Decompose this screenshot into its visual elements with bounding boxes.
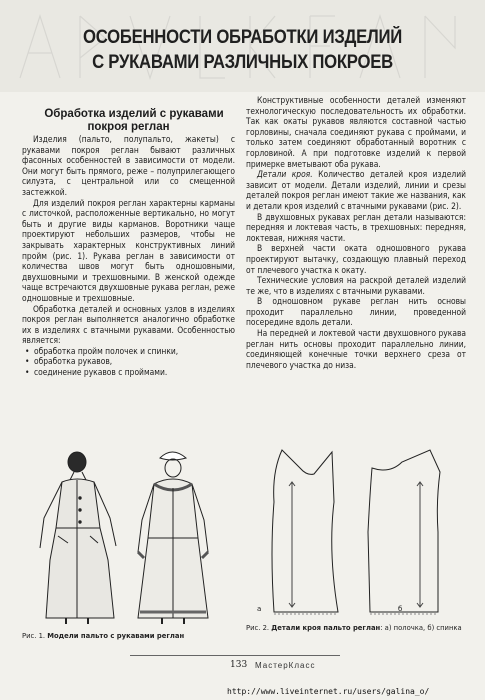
right-paragraph-7: На передней и локтевой части двухшовного рукава реглан нить основы проходит параллельно линии, соединяющей конечные точки верхнего среза от плечевого участка до низа. bbox=[246, 328, 466, 370]
caption-title: Детали кроя пальто реглан bbox=[271, 624, 381, 632]
caption-title: Модели пальто с рукавами реглан bbox=[47, 632, 185, 640]
left-paragraph-3: Обработка деталей и основных узлов в изделиях покроя реглан выполняется аналогично обработке их в изделиях с втачными рукавами. Особенностью является: bbox=[22, 303, 235, 346]
features-list bbox=[22, 346, 235, 378]
page-title-line-1: ОСОБЕННОСТИ ОБРАБОТКИ ИЗДЕЛИЙ bbox=[82, 27, 403, 48]
piece-label-a: а bbox=[257, 605, 262, 613]
right-column bbox=[246, 95, 466, 370]
list-item: • соединение рукавов с проймами. bbox=[34, 367, 235, 378]
figure-1-caption bbox=[22, 632, 237, 641]
left-column bbox=[22, 108, 235, 378]
right-paragraph-4: В верхней части оката одношовного рукава проектируют вытачку, создающую плавный переход от плечевого участка к окату. bbox=[246, 243, 466, 275]
right-paragraph-5: Технические условия на раскрой деталей изделий те же, что в изделиях с втачными рукавами. bbox=[246, 275, 466, 296]
caption-prefix: Рис. 1. bbox=[22, 632, 46, 640]
page-number: 133 bbox=[230, 660, 248, 670]
piece-label-b: б bbox=[398, 605, 403, 613]
coat-models-illustration bbox=[22, 448, 237, 626]
caption-prefix: Рис. 2. bbox=[246, 624, 270, 632]
left-paragraph-2: Для изделий покроя реглан характерны карманы с листочкой, расположенные вертикально, но могут быть и другие виды карманов. Воротники чаще проектируют небольших размеров, чтобы не закрывать характерных конструктивных линий пройм (рис. 1). Рукава реглан в зависимости от количества швов могут быть одношовными, двухшовными и трехшовными. В женской одежде чаще встречаются двухшовные рукава реглан, реже одношовные и трехшовные. bbox=[22, 197, 235, 303]
page-title-line-2: С РУКАВАМИ РАЗЛИЧНЫХ ПОКРОЕВ bbox=[92, 52, 393, 73]
paragraph-text: Количество деталей кроя изделий зависит от модели. Детали изделий, линии и срезы деталей покроя реглан имеют такие же названия, как и детали кроя изделий с втачными рукавами (рис. 2). bbox=[246, 169, 466, 211]
caption-detail: : а) полочка, б) спинка bbox=[380, 624, 462, 632]
source-url[interactable]: http://www.liveinternet.ru/users/galina_o/ bbox=[227, 687, 430, 696]
right-paragraph-2 bbox=[246, 169, 466, 211]
section-subheading: Обработка изделий с рукавами покроя реглан bbox=[44, 108, 224, 133]
right-paragraph-6: В одношовном рукаве реглан нить основы проходит параллельно линии, проведенной посередине вдоль детали. bbox=[246, 296, 466, 328]
magazine-name: МастерКласс bbox=[255, 661, 316, 670]
header-band bbox=[0, 0, 485, 92]
left-paragraph-1: Изделия (пальто, полупальто, жакеты) с рукавами покроя реглан бывают различных фасонных особенностей в зависимости от модели. Они могут быть прямого, реже – полуприлегающего силуэта, с центральной или со смещенной застежкой. bbox=[22, 134, 235, 197]
list-item: • обработка пройм полочек и спинки, bbox=[34, 346, 235, 357]
pattern-pieces-diagram bbox=[252, 442, 457, 622]
right-paragraph-3: В двухшовных рукавах реглан детали называются: передняя и локтевая часть, в трехшовных: передняя, локтевая, нижняя части. bbox=[246, 211, 466, 243]
figure-2-caption bbox=[246, 624, 466, 633]
footer-divider bbox=[130, 655, 340, 656]
list-item: • обработка рукавов, bbox=[34, 356, 235, 367]
run-in-heading: Детали кроя. bbox=[257, 169, 313, 180]
right-paragraph-1: Конструктивные особенности деталей изменяют технологическую последовательность их обработки. Так как окаты рукавов являются составной частью горловины, сначала соединяют рукава с проймами, и только затем соединяют обработанный воротник с горловиной. А при подготовке изделий к первой примерке вметывают оба рукава. bbox=[246, 95, 466, 169]
